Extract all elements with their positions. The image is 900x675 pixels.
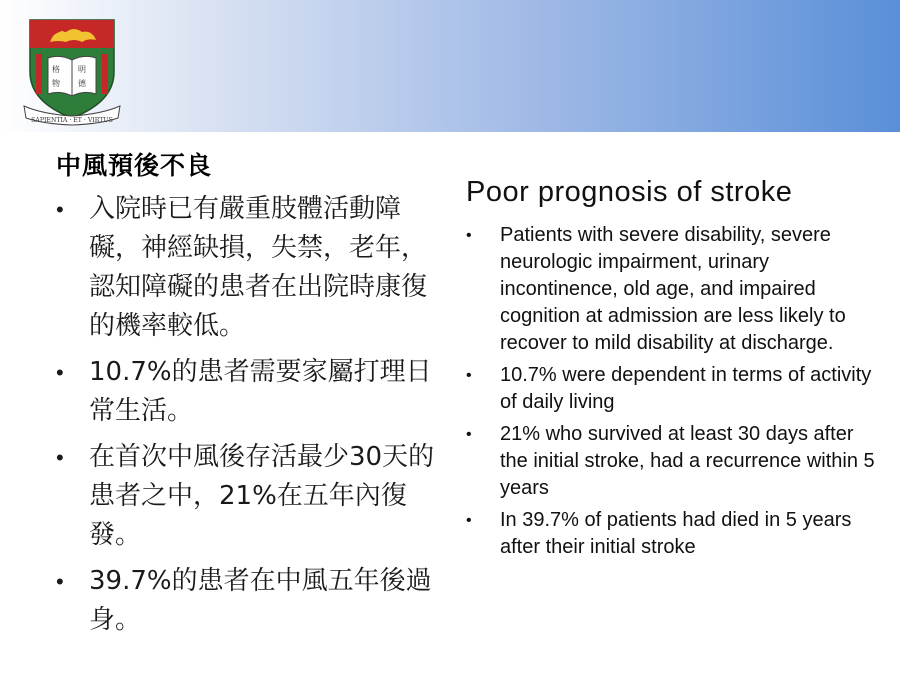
- list-item: [466, 421, 886, 502]
- zh-title: 中風預後不良: [56, 151, 213, 180]
- en-item-text: 10.7% were dependent in terms of activity of daily living: [500, 364, 872, 413]
- zh-item-text: 39.7%的患者在中風五年後過身。: [89, 566, 432, 635]
- bullet-icon: •: [56, 445, 64, 470]
- en-item-text: In 39.7% of patients had died in 5 years after their initial stroke: [500, 509, 852, 558]
- bullet-icon: •: [466, 227, 472, 244]
- bullet-icon: •: [56, 197, 64, 222]
- svg-text:格: 格: [52, 65, 60, 74]
- en-item-text: Patients with severe disability, severe neurologic impairment, urinary incontinence, old age, and impaired cognition at admission are less likely to recover to mild disability at discharge.: [500, 224, 846, 354]
- svg-text:德: 德: [78, 79, 86, 88]
- bullet-icon: •: [56, 569, 64, 594]
- list-item: [56, 353, 436, 431]
- en-item-text: 21% who survived at least 30 days after the initial stroke, had a recurrence within 5 years: [500, 423, 875, 499]
- svg-text:明: 明: [78, 65, 86, 74]
- header-band: [0, 0, 900, 132]
- university-crest-icon: [22, 14, 122, 126]
- en-title: Poor prognosis of stroke: [466, 176, 793, 208]
- bullet-icon: •: [466, 367, 472, 384]
- bullet-icon: •: [466, 512, 472, 529]
- zh-item-text: 10.7%的患者需要家屬打理日常生活。: [89, 357, 432, 426]
- en-bullet-list: [466, 222, 886, 566]
- bullet-icon: •: [56, 360, 64, 385]
- list-item: [56, 562, 436, 640]
- zh-bullet-list: [56, 190, 436, 647]
- svg-text:物: 物: [52, 79, 60, 88]
- list-item: [466, 362, 886, 416]
- list-item: [56, 438, 436, 555]
- list-item: [466, 507, 886, 561]
- zh-item-text: 入院時已有嚴重肢體活動障礙，神經缺損，失禁，老年，認知障礙的患者在出院時康復的機率較低。: [89, 194, 428, 341]
- bullet-icon: •: [466, 426, 472, 443]
- list-item: [466, 222, 886, 357]
- svg-text:SAPIENTIA · ET · VIRTUS: SAPIENTIA · ET · VIRTUS: [31, 117, 113, 124]
- list-item: [56, 190, 436, 346]
- zh-item-text: 在首次中風後存活最少30天的患者之中，21%在五年內復發。: [89, 442, 435, 550]
